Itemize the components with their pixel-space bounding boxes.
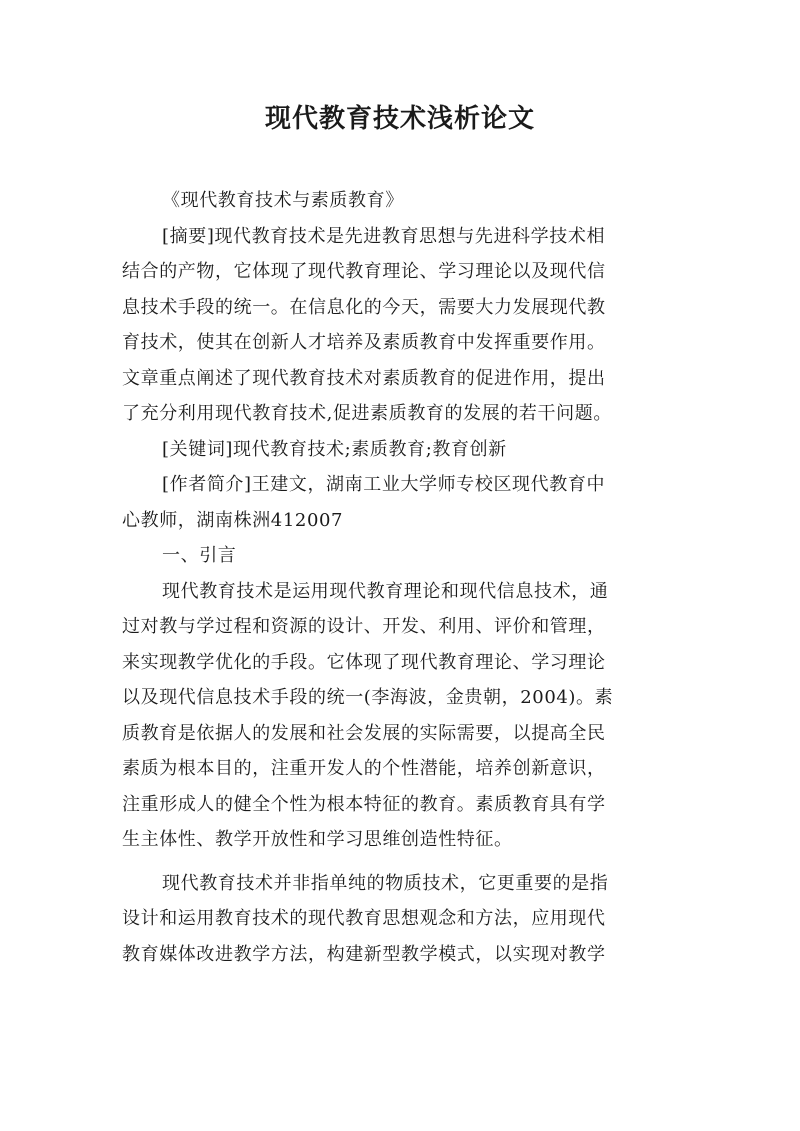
text-line: 文章重点阐述了现代教育技术对素质教育的促进作用，提出 [122,367,606,389]
text-line: 素质为根本目的，注重开发人的个性潜能，培养创新意识， [122,758,606,779]
document-title: 现代教育技术浅析论文 [264,104,535,134]
text-line: 教育媒体改进教学方法，构建新型教学模式，以实现对教学 [122,943,606,965]
text-line: 结合的产物，它体现了现代教育理论、学习理论以及现代信 [122,261,606,282]
text-line: 育技术，使其在创新人才培养及素质教育中发挥重要作用。 [122,332,606,353]
text-line: 设计和运用教育技术的现代教育思想观念和方法，应用现代 [122,908,606,929]
text-line: 了充分利用现代教育技术,促进素质教育的发展的若干问题。 [122,403,612,424]
text-line: [关键词]现代教育技术;素质教育;教育创新 [162,438,507,460]
text-line: 过对教与学过程和资源的设计、开发、利用、评价和管理， [122,616,606,637]
text-line: 现代教育技术是运用现代教育理论和现代信息技术，通 [162,580,609,602]
text-line: [作者简介]王建文，湖南工业大学师专校区现代教育中 [162,474,606,495]
text-line: 生主体性、教学开放性和学习思维创造性特征。 [122,829,513,850]
text-line: 来实现教学优化的手段。它体现了现代教育理论、学习理论 [122,651,606,673]
text-line: 一、引言 [162,545,237,566]
text-line: 《现代教育技术与素质教育》 [162,190,404,211]
text-line: 以及现代信息技术手段的统一(李海波，金贵朝，2004)。素 [122,687,614,708]
text-line: [摘要]现代教育技术是先进教育思想与先进科学技术相 [162,225,606,247]
text-line: 心教师，湖南株洲412007 [122,509,344,531]
text-line: 质教育是依据人的发展和社会发展的实际需要，以提高全民 [122,722,606,744]
text-line: 息技术手段的统一。在信息化的今天，需要大力发展现代教 [122,296,606,318]
text-line: 现代教育技术并非指单纯的物质技术，它更重要的是指 [162,872,609,894]
document-body [122,183,688,972]
text-line: 注重形成人的健全个性为根本特征的教育。素质教育具有学 [122,793,606,815]
